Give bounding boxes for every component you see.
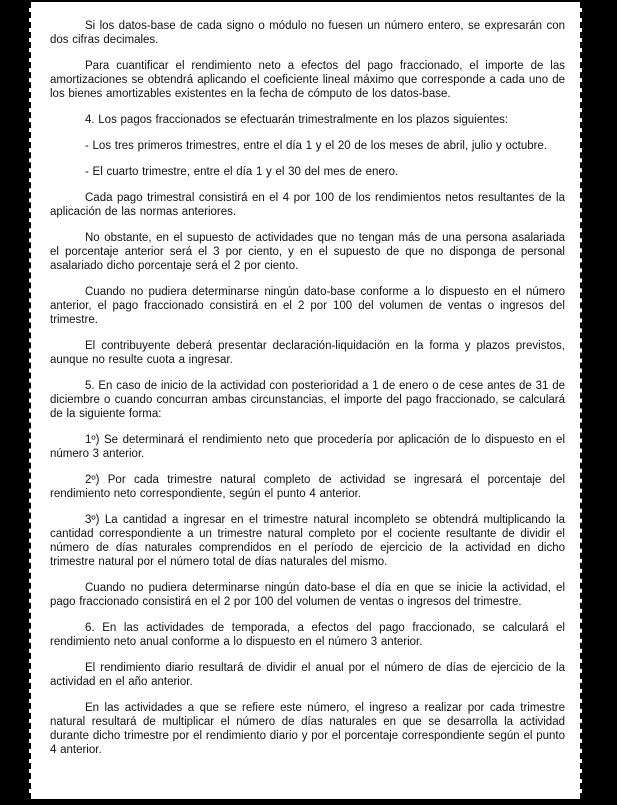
paragraph: Si los datos-base de cada signo o módulo no fuesen un número entero, se expresarán con dos cifras decimales. xyxy=(50,20,565,46)
paragraph: En las actividades a que se refiere este número, el ingreso a realizar por cada trimestre natural resultará de multiplicar el número de días naturales en que se desarrolla la actividad durante dicho trimestre por el rendimiento diario y por el porcentaje correspondiente según el punto 4 anterior. xyxy=(50,702,565,756)
paragraph: 4. Los pagos fraccionados se efectuarán trimestralmente en los plazos siguientes: xyxy=(85,114,509,126)
paragraph: 5. En caso de inicio de la actividad con posterioridad a 1 de enero o de cese antes de 31 de diciembre o cuando concurran ambas circunstancias, el importe del pago fraccionado, se calculará de la siguiente forma: xyxy=(50,380,565,420)
paragraph: Para cuantificar el rendimiento neto a efectos del pago fraccionado, el importe de las amortizaciones se obtendrá aplicando el coeficiente lineal máximo que corresponde a cada uno de los bienes amortizables existentes en la fecha de cómputo de los datos-base. xyxy=(50,60,565,100)
paragraph: 2º) Por cada trimestre natural completo de actividad se ingresará el porcentaje del rendimiento neto correspondiente, según el punto 4 anterior. xyxy=(50,474,565,500)
paragraph: No obstante, en el supuesto de actividades que no tengan más de una persona asalariada el porcentaje anterior será el 3 por ciento, y en el supuesto de que no disponga de personal asalariado dicho porcentaje será el 2 por ciento. xyxy=(50,232,565,272)
paragraph: 1º) Se determinará el rendimiento neto que procedería por aplicación de lo dispuesto en el número 3 anterior. xyxy=(50,434,565,460)
paragraph: Cuando no pudiera determinarse ningún dato-base el día en que se inicie la actividad, el pago fraccionado consistirá en el 2 por 100 del volumen de ventas o ingresos del trimestre. xyxy=(50,582,565,608)
paragraph: Cuando no pudiera determinarse ningún dato-base conforme a lo dispuesto en el número anterior, el pago fraccionado consistirá en el 2 por 100 del volumen de ventas o ingresos del trimestre. xyxy=(50,286,565,326)
document-page xyxy=(29,2,582,799)
paragraph: El contribuyente deberá presentar declaración-liquidación en la forma y plazos previstos, aunque no resulte cuota a ingresar. xyxy=(50,340,565,366)
paragraph: El rendimiento diario resultará de dividir el anual por el número de días de ejercicio de la actividad en el año anterior. xyxy=(50,662,565,688)
paragraph: Cada pago trimestral consistirá en el 4 por 100 de los rendimientos netos resultantes de la aplicación de las normas anteriores. xyxy=(50,192,565,218)
document-text xyxy=(31,2,580,799)
paragraph: 6. En las actividades de temporada, a efectos del pago fraccionado, se calculará el rendimiento neto anual conforme a lo dispuesto en el número 3 anterior. xyxy=(50,622,565,648)
paragraph: 3º) La cantidad a ingresar en el trimestre natural incompleto se obtendrá multiplicando la cantidad correspondiente a un trimestre natural completo por el cociente resultante de dividir el número de días naturales comprendidos en el período de ejercicio de la actividad en dicho trimestre natural por el número total de días naturales del mismo. xyxy=(50,514,565,568)
paragraph: - Los tres primeros trimestres, entre el día 1 y el 20 de los meses de abril, julio y octubre. xyxy=(85,140,548,152)
paragraph: - El cuarto trimestre, entre el día 1 y el 30 del mes de enero. xyxy=(85,166,399,178)
